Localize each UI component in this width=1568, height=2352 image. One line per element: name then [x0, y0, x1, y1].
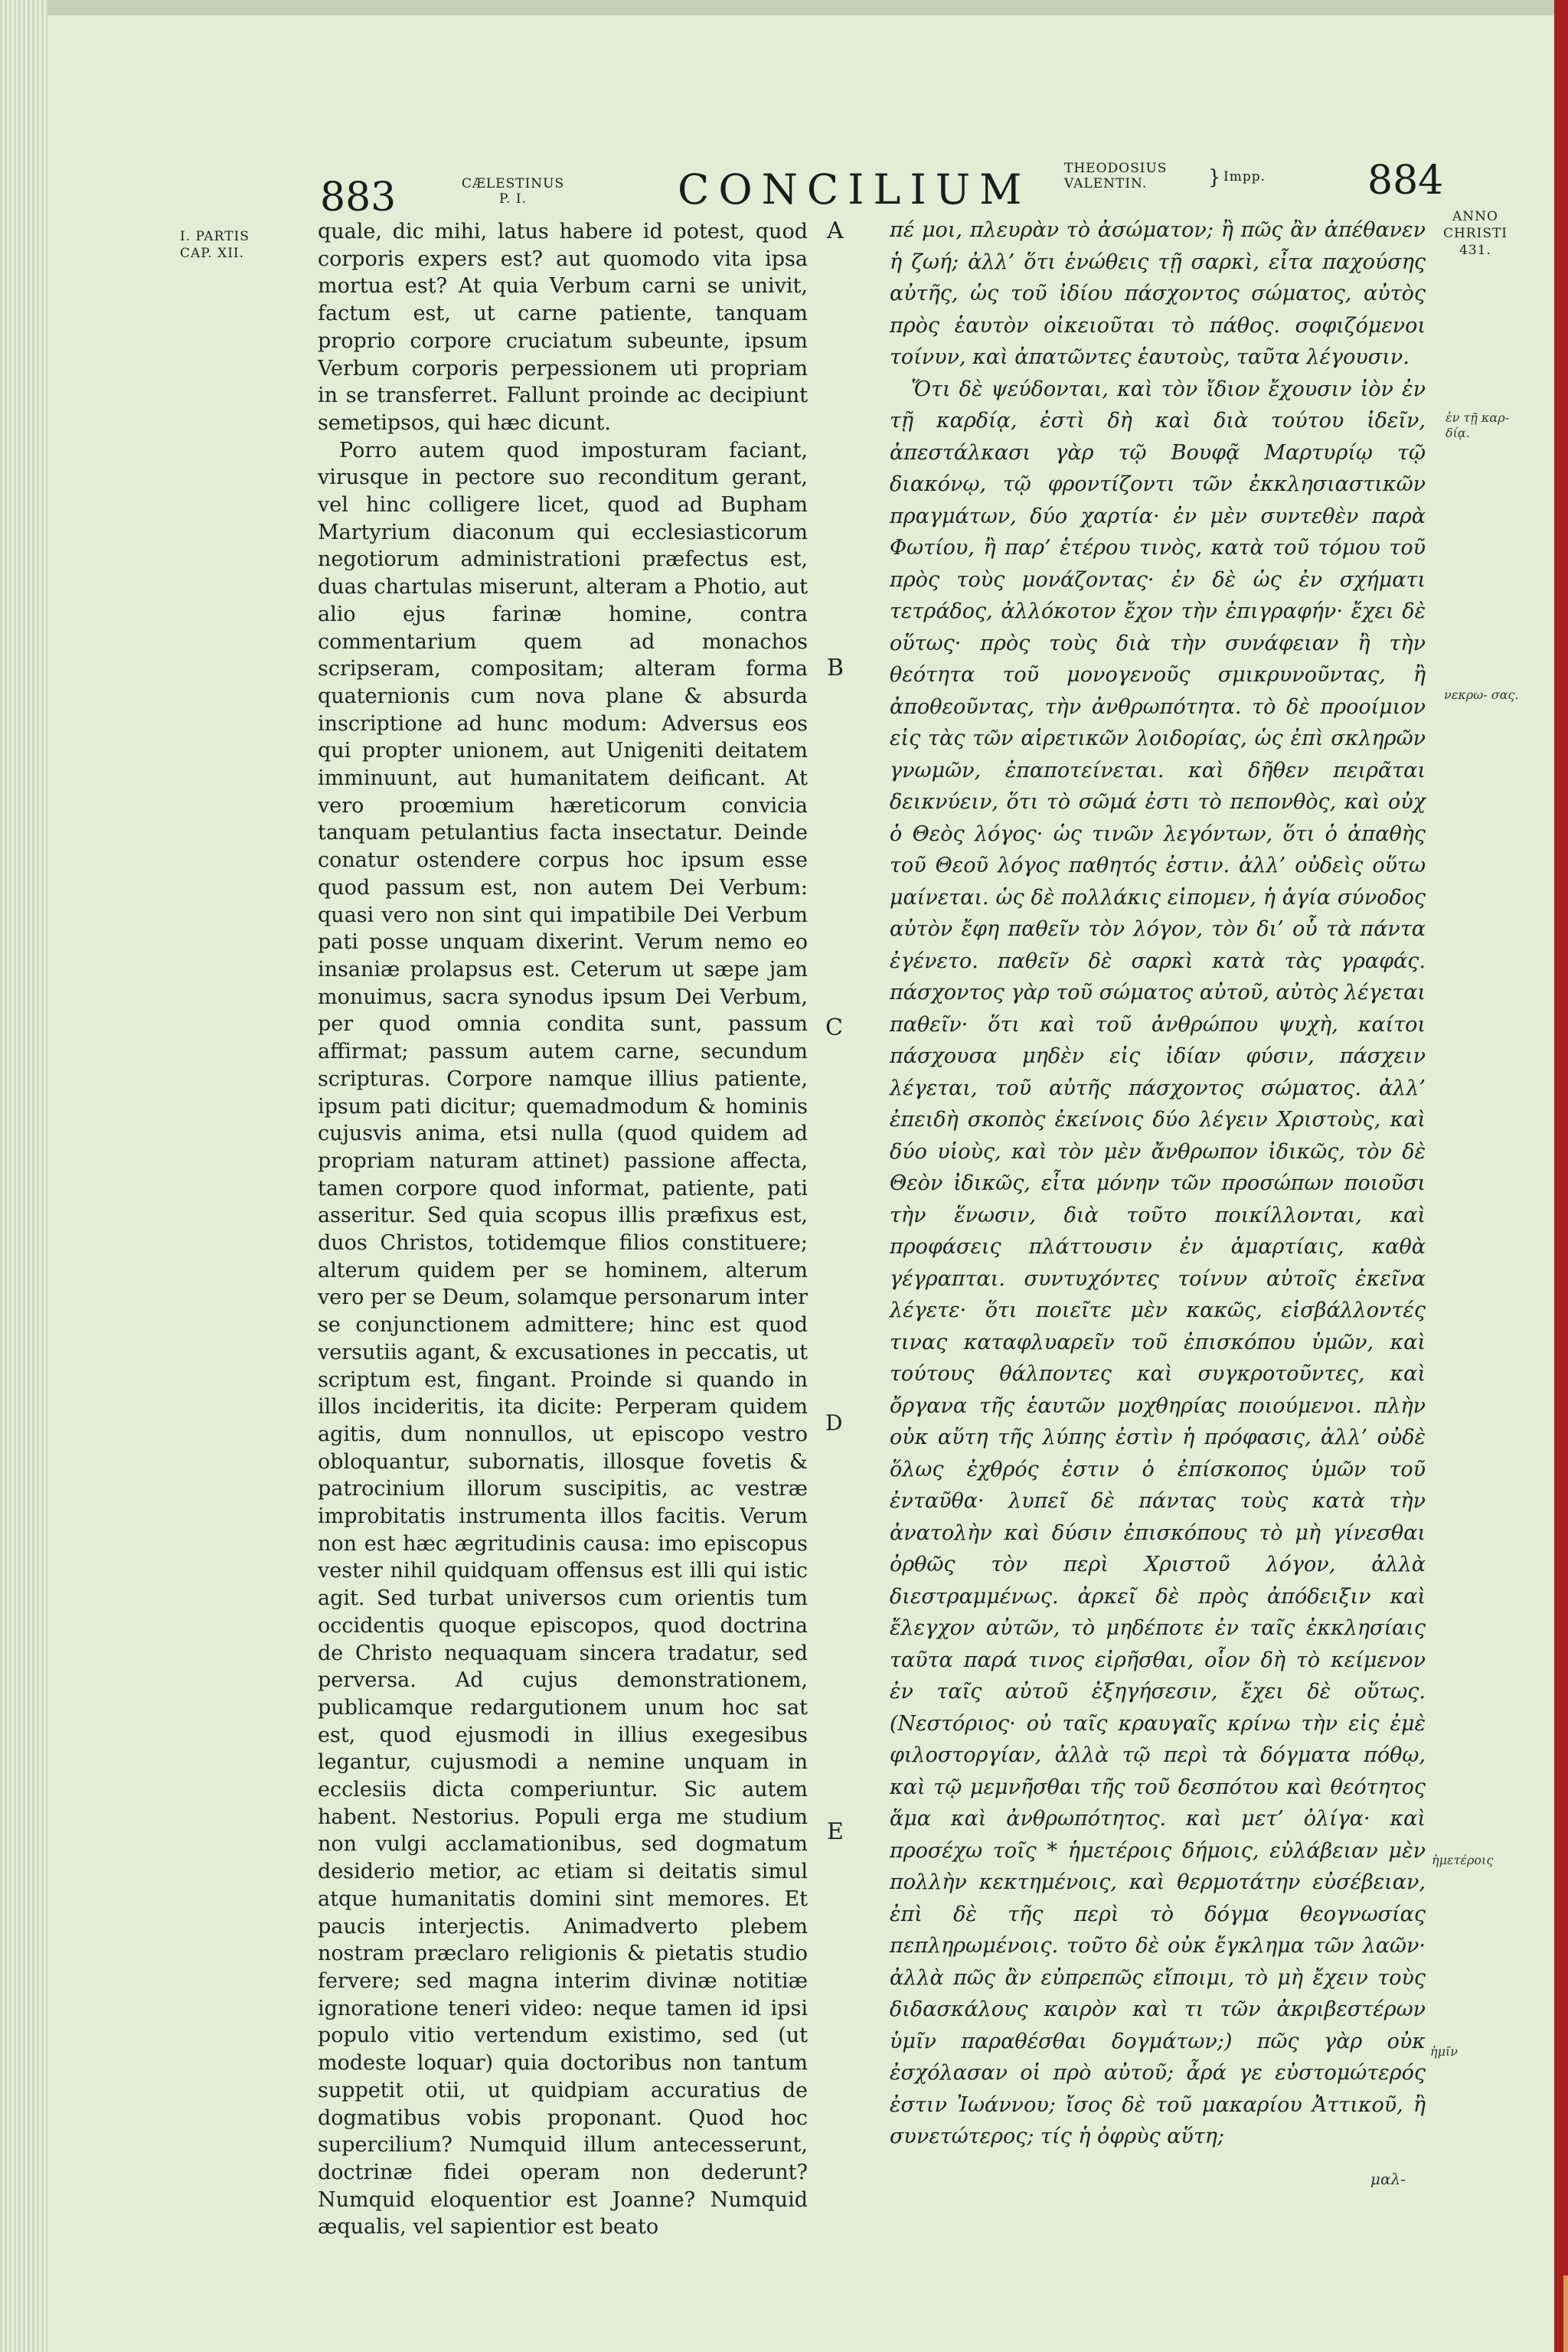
- left-margin-note: [180, 228, 310, 262]
- section-marker-c: C: [825, 1014, 843, 1041]
- book-cover-edge: [1554, 0, 1568, 2352]
- catchword: μαλ-: [1370, 2170, 1406, 2188]
- page-title: CONCILIUM: [678, 165, 1031, 214]
- latin-paragraph-1: quale, dic mihi, latus habere id potest, quod corporis expers est? aut quomodo vita ipsa mortua est? At quia Verbum carni se univit, factum est, ut carne patiente, tanquam proprio corpore cruciatum subeunte, ipsum Verbum corporis perpessionem uti propriam in se transferret. Fallunt proinde ac decipiunt semetipsos, qui hæc dicunt.: [318, 220, 808, 435]
- right-running-suffix: Impp.: [1223, 169, 1266, 185]
- brace-symbol: }: [1208, 166, 1222, 189]
- part-label: I. PARTIS: [180, 229, 250, 244]
- margin-variant-3: ἡμετέροις: [1432, 1853, 1494, 1867]
- right-running-head: THEODOSIUS VALENTIN.: [1064, 161, 1168, 191]
- year-label: ANNO CHRISTI: [1442, 209, 1508, 241]
- year-value: 431.: [1459, 243, 1491, 258]
- year-note: [1433, 208, 1517, 259]
- greek-column: [890, 214, 1426, 2153]
- latin-column: [318, 218, 808, 2241]
- greek-paragraph-2: Ὅτι δὲ ψεύδονται, καὶ τὸν ἴδιον ἔχουσιν ἰὸν ἐν τῇ καρδίᾳ, ἐστὶ δὴ καὶ διὰ τούτου ἰδεῖν, ἀπεστάλκασι γὰρ τῷ Βουφᾷ Μαρτυρίῳ τῷ διακόνῳ, τῷ φροντίζοντι τῶν ἐκκλησιαστικῶν πραγμάτων, δύο χαρτία· ἐν μὲν συντεθὲν παρὰ Φωτίου, ἢ παρ’ ἑτέρου τινὸς, κατὰ τοῦ τόμου τοῦ πρὸς τοὺς μονάζοντας· ἐν δὲ ὡς ἐν σχήματι τετράδος, ἀλλόκοτον ἔχον τὴν ἐπιγραφήν· ἔχει δὲ οὕτως· πρὸς τοὺς διὰ τὴν συνάφειαν ἢ τὴν θεότητα τοῦ μονογενοῦς σμικρυνοῦντας, ἢ ἀποθεοῦντας, τὴν ἀνθρωπότητα. τὸ δὲ προοίμιον εἰς τὰς τῶν αἱρετικῶν λοιδορίας, ὡς ἐπὶ σκληρῶν γνωμῶν, ἐπαποτείνεται. καὶ δῆθεν πειρᾶται δεικνύειν, ὅτι τὸ σῶμά ἐστι τὸ πεπονθὸς, καὶ οὐχ ὁ Θεὸς λόγος· ὡς τινῶν λεγόντων, ὅτι ὁ ἀπαθὴς τοῦ Θεοῦ λόγος παθητός ἐστιν. ἀλλ’ οὐδεὶς οὕτω μαίνεται. ὡς δὲ πολλάκις εἰπομεν, ἡ ἁγία σύνοδος αὐτὸν ἔφη παθεῖν τὸν λόγον, τὸν δι’ οὗ τὰ πάντα ἐγένετο. παθεῖν δὲ σαρκὶ κατὰ τὰς γραφάς. πάσχοντος γὰρ τοῦ σώματος αὐτοῦ, αὐτὸς λέγεται παθεῖν· ὅτι καὶ τοῦ ἀνθρώπου ψυχὴ, καίτοι πάσχουσα μηδὲν εἰς ἰδίαν φύσιν, πάσχειν λέγεται, τοῦ αὐτῆς πάσχοντος σώματος. ἀλλ’ ἐπειδὴ σκοπὸς ἐκείνοις δύο λέγειν Χριστοὺς, καὶ δύο υἱοὺς, καὶ τὸν μὲν ἄνθρωπον ἰδικῶς, τὸν δὲ Θεὸν ἰδικῶς, εἶτα μόνην τῶν προσώπων ποιοῦσι τὴν ἕνωσιν, διὰ τοῦτο ποικίλλονται, καὶ προφάσεις πλάττουσιν ἐν ἁμαρτίαις, καθὰ γέγραπται. συντυχόντες τοίνυν αὐτοῖς ἐκεῖνα λέγετε· ὅτι ποιεῖτε μὲν κακῶς, εἰσβάλλοντές τινας καταφλυαρεῖν τοῦ ἐπισκόπου ὑμῶν, καὶ τούτους θάλποντες καὶ συγκροτοῦντες, καὶ ὄργανα τῆς ἑαυτῶν μοχθηρίας ποιούμενοι. πλὴν οὐκ αὕτη τῆς λύπης ἐστὶν ἡ πρόφασις, ἀλλ’ οὐδὲ ὅλως ἐχθρός ἐστιν ὁ ἐπίσκοπος ὑμῶν τοῦ ἐνταῦθα· λυπεῖ δὲ πάντας τοὺς κατὰ τὴν ἀνατολὴν καὶ δύσιν ἐπισκόπους τὸ μὴ γίνεσθαι ὀρθῶς τὸν περὶ Χριστοῦ λόγον, ἀλλὰ διεστραμμένως. ἀρκεῖ δὲ πρὸς ἀπόδειξιν καὶ ἔλεγχον αὐτῶν, τὸ μηδέποτε ἐν ταῖς ἐκκλησίαις ταῦτα παρά τινος εἰρῆσθαι, οἷον δὴ τὸ κείμενον ἐν ταῖς αὐτοῦ ἐξηγήσεσιν, ἔχει δὲ οὕτως. (Νεστόριος· οὐ ταῖς κραυγαῖς κρίνω τὴν εἰς ἐμὲ φιλοστοργίαν, ἀλλὰ τῷ περὶ τὰ δόγματα πόθῳ, καὶ τῷ μεμνῆσθαι τῆς τοῦ δεσπότου καὶ θεότητος ἅμα καὶ ἀνθρωπότητος. καὶ μετ’ ὀλίγα· καὶ προσέχω τοῖς * ἡμετέροις δήμοις, εὐλάβειαν μὲν πολλὴν κεκτημένοις, καὶ θερμοτάτην εὐσέβειαν, ἐπὶ δὲ τῆς περὶ τὸ δόγμα θεογνωσίας πεπληρωμένοις. τοῦτο δὲ οὐκ ἔγκλημα τῶν λαῶν· ἀλλὰ πῶς ἂν εὐπρεπῶς εἴποιμι, τὸ μὴ ἔχειν τοὺς διδασκάλους καιρὸν καὶ τι τῶν ἀκριβεστέρων ὑμῖν παραθέσθαι δογμάτων;) πῶς γὰρ οὐκ ἐσχόλασαν οἱ πρὸ αὐτοῦ; ἆρά γε εὐστομώτερός ἐστιν Ἰωάννου; ἴσος δὲ τοῦ μακαρίου Ἀττικοῦ, ἢ συνετώτερος; τίς ἡ ὀφρὺς αὕτη;: [890, 377, 1426, 2148]
- scan-top-edge: [0, 0, 1568, 15]
- greek-paragraph-1: πέ μοι, πλευρὰν τὸ ἀσώματον; ἢ πῶς ἂν ἀπέθανεν ἡ ζωή; ἀλλ’ ὅτι ἑνώθεις τῇ σαρκὶ, εἶτα παχούσης αὐτῆς, ὡς τοῦ ἰδίου πάσχοντος σώματος, αὐτὸς πρὸς ἑαυτὸν οἰκειοῦται τὸ πάθος. σοφιζόμενοι τοίνυν, καὶ ἀπατῶντες ἑαυτοὺς, ταῦτα λέγουσιν.: [890, 218, 1426, 369]
- left-page-number: 883: [320, 175, 397, 220]
- left-running-head: [459, 176, 567, 207]
- chapter-label: CAP. XII.: [180, 246, 245, 261]
- margin-variant-4: ἡμῖν: [1430, 2044, 1458, 2059]
- section-marker-a: A: [827, 217, 844, 244]
- color-swatch: [1563, 2275, 1568, 2352]
- section-marker-b: B: [827, 655, 844, 681]
- section-marker-d: D: [825, 1410, 843, 1436]
- section-marker-e: E: [827, 1818, 844, 1845]
- right-page-number: 884: [1367, 158, 1444, 204]
- page-stack-edge: [0, 0, 47, 2352]
- margin-variant-2: νεκρω- σας.: [1444, 688, 1519, 702]
- margin-variant-1: ἐν τῇ καρ- δίᾳ.: [1446, 410, 1510, 440]
- running-pope-number: P. I.: [499, 191, 527, 207]
- latin-paragraph-2: Porro autem quod imposturam faciant, virusque in pectore suo reconditum gerant, vel hinc colligere licet, quod ad Bupham Martyrium diaconum qui ecclesiasticorum negotiorum administrationi præfectus est, duas chartulas miserunt, alteram a Photio, aut alio ejus farinæ homine, contra commentarium quem ad monachos scripseram, compositam; alteram forma quaternionis cum nova plane & absurda inscriptione ad hunc modum: Adversus eos qui propter unionem, aut Unigeniti deitatem imminuunt, aut humanitatem deificant. At vero proœmium hæreticorum convicia tanquam petulantius facta insectatur. Deinde conatur ostendere corpus hoc ipsum esse quod passum est, non autem Dei Verbum: quasi vero non sint qui impatibile Dei Verbum pati posse unquam dixerint. Verum nemo eo insaniæ prolapsus est. Ceterum ut sæpe jam monuimus, sacra synodus ipsum Dei Verbum, per quod omnia condita sunt, passum affirmat; passum autem carne, secundum scripturas. Corpore namque illius patiente, ipsum pati dicitur; quemadmodum & hominis cujusvis anima, etsi nulla (quod quidem ad propriam naturam attinet) passione affecta, tamen corpore quod informat, patiente, pati asseritur. Sed quia scopus illis præfixus est, duos Christos, totidemque filios constituere; alterum quidem per se hominem, alterum vero per se Deum, solamque personarum inter se conjunctionem admittere; hinc est quod versutiis agant, & excusationes in peccatis, ut scriptum est, fingant. Proinde si quando in illos incideritis, ita dicite: Perperam quidem agitis, dum nonnullos, ut episcopo vestro obloquantur, subornatis, illosque fovetis & patrocinium illorum suscipitis, ac vestræ improbitatis instrumenta illos facitis. Verum non est hæc ægritudinis causa: imo episcopus vester nihil quidquam offensus est illi qui istic agit. Sed turbat universos cum orientis tum occidentis quoque episcopos, quod doctrina de Christo nequaquam sincera tradatur, sed perversa. Ad cujus demonstrationem, publicamque redargutionem unum hoc sat est, quod ejusmodi in illius exegesibus legantur, cujusmodi a nemine unquam in ecclesiis dicta comperiuntur. Sic autem habent. Nestorius. Populi erga me studium non vulgi acclamationibus, sed dogmatum desiderio metior, ac etiam si deitatis simul atque humanitatis domini sint memores. Et paucis interjectis. Animadverto plebem nostram præclaro religionis & pietatis studio fervere; sed magna interim divinæ notitiæ ignoratione teneri video: neque tamen id ipsi populo vitio vertendum existimo, sed (ut modeste loquar) quia doctoribus non tantum suppetit otii, ut quidpiam accuratius de dogmatibus vobis proponant. Quod hoc supercilium? Numquid illum antecesserunt, doctrinæ fidei operam non dederunt? Numquid eloquentior est Joanne? Numquid æqualis, vel sapientior est beato: [318, 438, 808, 2239]
- running-pope: CÆLESTINUS: [461, 176, 565, 191]
